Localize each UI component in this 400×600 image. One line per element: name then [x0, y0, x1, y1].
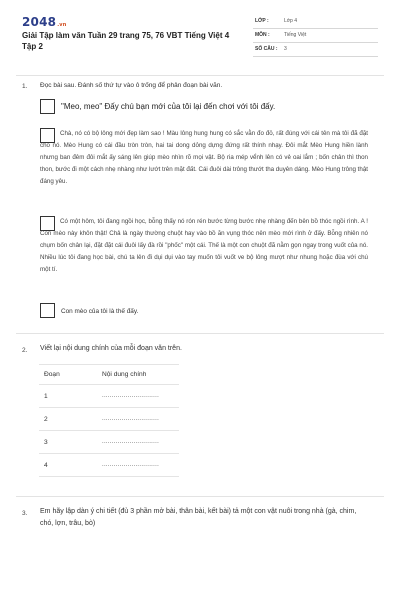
meta-table [253, 15, 378, 57]
question-1-prompt: Đọc bài sau. Đánh số thứ tự vào ô trống để phân đoạn bài văn. [40, 82, 223, 89]
table-cell: 3 [39, 431, 96, 454]
table-row [39, 431, 179, 454]
table-row [39, 408, 179, 431]
column-header: Đoạn [39, 365, 96, 385]
answer-blank[interactable]: ............................. [96, 454, 179, 477]
section-divider [16, 333, 384, 334]
section-divider [16, 496, 384, 497]
paragraph-b: Có một hôm, tôi đang ngồi học, bỗng thấy nó rón rén bước từng bước nhẹ nhàng đến bên bồ thóc ngồi rình. A ! Con mèo này khôn thật! Chả là ngày thường chuột hay vào bồ ăn vụng thóc nên mèo mới rình ở đấy. Bỗng nhiên nó chụm bốn chân lại, đặt đặt cái đuôi lấy đà rồi "phốc" một cái. Thế là một con chuột đã nằm gọn ngay trong vuốt của nó. Nhiều lúc tôi đang học bài, chú ta lẻn đi dụi dụi vào tay muốn tôi vuốt ve bộ lông mượt như nhung hoặc đùa với chú một tí. [40, 218, 368, 273]
meta-key: LỚP : [255, 18, 269, 24]
logo-text: 2048 [22, 15, 57, 29]
page-header [0, 0, 400, 66]
meta-row-count [253, 43, 378, 57]
question-2-number: 2. [22, 347, 28, 354]
page-title: Giải Tập làm văn Tuần 29 trang 75, 76 VBT Tiếng Việt 4 Tập 2 [22, 31, 230, 51]
question-1-number: 1. [22, 83, 28, 90]
paragraph-last-line: Con mèo của tôi là thế đấy. [61, 308, 139, 315]
meta-key: SỐ CÂU : [255, 46, 278, 52]
order-box-1[interactable] [40, 99, 55, 114]
question-3-number: 3. [22, 510, 28, 517]
paragraph-a: Chà, nó có bộ lông mới đẹp làm sao ! Màu lông hung hung có sắc vằn đo đỏ, rất đúng với cái tên mà tôi đã đặt cho nó. Mèo Hung có cái đầu tròn tròn, hai tai dong dỏng dựng đứng rất thính nhạy. Đôi mắt Mèo Hung hiền lành nhưng ban đêm đôi mắt ấy sáng lên giúp mèo nhìn rõ mọi vật. Bộ ria mép vểnh lên có vẻ oai lắm ; bốn chân thì thon thon, bước đi một cách nhẹ nhàng như lướt trên mặt đất. Cái đuôi dài trông thướt tha duyên dáng. Mèo Hung trông thật đáng yêu. [40, 130, 368, 185]
table-row [39, 385, 179, 408]
question-3-prompt: Em hãy lập dàn ý chi tiết (đủ 3 phần mở bài, thân bài, kết bài) tả một con vật nuôi trong nhà (gà, chim, chó, lợn, trâu, bò) [40, 508, 357, 527]
table-cell: 2 [39, 408, 96, 431]
table-row [39, 454, 179, 477]
meta-value: Tiếng Việt [284, 32, 307, 38]
header-divider [16, 75, 384, 76]
meta-key: MÔN : [255, 32, 270, 38]
site-logo[interactable] [22, 15, 67, 29]
paragraph-first-line: "Meo, meo" Đấy chú bạn mới của tôi lại đến chơi với tôi đấy. [61, 102, 276, 111]
summary-table [39, 364, 179, 477]
logo-suffix: .vn [57, 22, 67, 28]
meta-value: Lớp 4 [284, 18, 298, 24]
answer-blank[interactable]: ............................. [96, 431, 179, 454]
answer-blank[interactable]: ............................. [96, 385, 179, 408]
answer-blank[interactable]: ............................. [96, 408, 179, 431]
meta-row-class [253, 15, 378, 29]
meta-value: 3 [284, 46, 287, 52]
question-2-prompt: Viết lại nội dung chính của mỗi đoạn văn trên. [40, 345, 182, 352]
column-header: Nội dung chính [96, 365, 179, 385]
table-cell: 4 [39, 454, 96, 477]
table-cell: 1 [39, 385, 96, 408]
meta-row-subject [253, 29, 378, 43]
table-header-row [39, 365, 179, 385]
order-box-4[interactable] [40, 303, 55, 318]
